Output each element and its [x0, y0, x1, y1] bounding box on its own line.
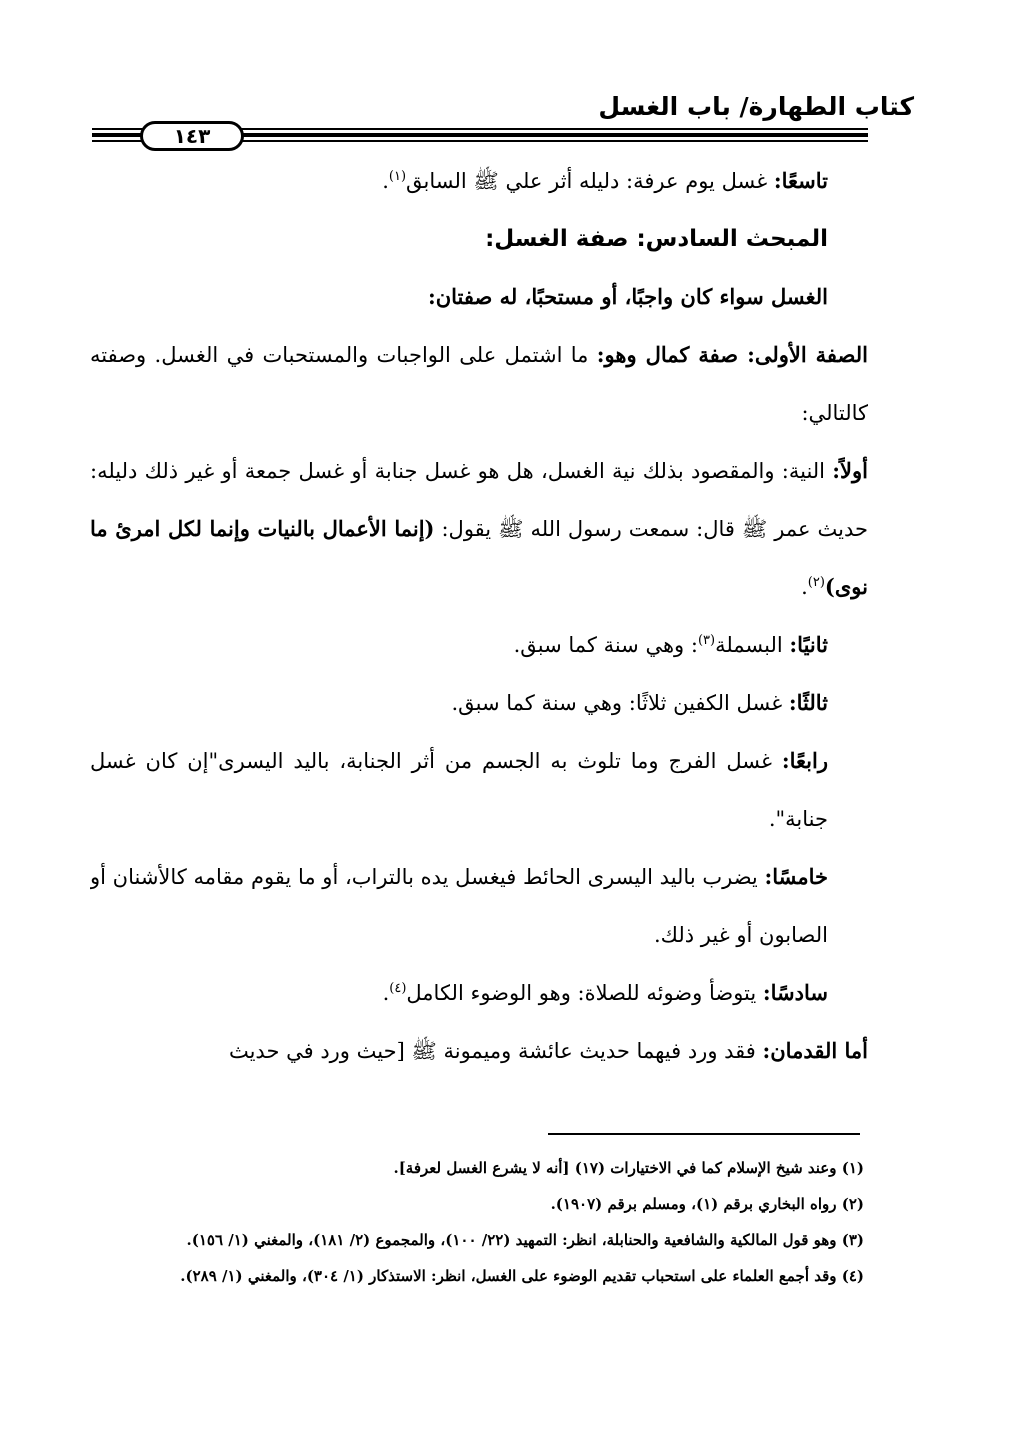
- paragraph-intro: الغسل سواء كان واجبًا، أو مستحبًا، له صفتان:: [427, 284, 828, 309]
- footnote-separator: [548, 1133, 860, 1135]
- hadith-quote: (إنما الأعمال بالنيات وإنما لكل امرئ ما نوى): [90, 516, 868, 599]
- page-number: ١٤٣: [140, 121, 244, 151]
- footnote-ref: (١): [388, 169, 407, 184]
- item-lead: رابعًا:: [781, 748, 828, 773]
- running-header: كتاب الطهارة/ باب الغسل: [598, 92, 914, 121]
- item-text: يضرب باليد اليسرى الحائط فيغسل يده بالتراب، أو ما يقوم مقامه كالأشنان أو الصابون أو غير ذلك.: [90, 865, 828, 947]
- paragraph-feet: [90, 1022, 868, 1080]
- header-rule: [92, 121, 868, 151]
- paragraph-fifth: [90, 848, 868, 964]
- paragraph-ninth: [90, 152, 868, 210]
- footnote: (٣) وهو قول المالكية والشافعية والحنابلة، انظر: التمهيد (٢٢/ ١٠٠)، والمجموع (٢/ ١٨١)، والمغني (١/ ١٥٦).: [186, 1231, 864, 1249]
- footnote: (١) وعند شيخ الإسلام كما في الاختيارات (١٧) [أنه لا يشرع الغسل لعرفة].: [393, 1159, 864, 1177]
- item-lead: أما القدمان:: [762, 1038, 868, 1063]
- paragraph-fourth: [90, 732, 868, 848]
- footnote: (٤) وقد أجمع العلماء على استحباب تقديم الوضوء على الغسل، انظر: الاستذكار (١/ ٣٠٤)، والمغني (١/ ٢٨٩).: [180, 1267, 864, 1285]
- paragraph-sixth: [90, 964, 868, 1022]
- footnote-ref: (٤): [389, 981, 407, 996]
- section-heading: [90, 210, 868, 268]
- item-text: البسملة: [715, 633, 790, 657]
- paragraph-first-form: [90, 326, 868, 442]
- item-text: غسل الفرج وما تلوث به الجسم من أثر الجنابة، باليد اليسرى"إن كان غسل جنابة".: [90, 749, 828, 831]
- item-text: النية: والمقصود بذلك نية الغسل، هل هو غسل جنابة أو غسل جمعة أو غير ذلك دليله: حديث عمر ﷺ قال: سمعت رسول الله ﷺ يقول:: [90, 459, 868, 541]
- item-lead: ثالثًا:: [788, 690, 828, 715]
- paragraph-second: [90, 616, 868, 674]
- footnotes: [104, 1150, 864, 1294]
- item-lead: ثانيًا:: [789, 632, 828, 657]
- item-text: فقد ورد فيهما حديث عائشة وميمونة ﷺ [حيث ورد في حديث: [228, 1039, 763, 1063]
- section-title: المبحث السادس: صفة الغسل:: [485, 226, 828, 252]
- item-end: .: [801, 575, 808, 599]
- item-lead: تاسعًا:: [773, 168, 828, 193]
- item-text: : وهي سنة كما سبق.: [513, 633, 698, 657]
- footnote-ref: (٣): [697, 633, 716, 648]
- item-text: يتوضأ وضوئه للصلاة: وهو الوضوء الكامل: [406, 981, 763, 1005]
- item-lead: خامسًا:: [764, 864, 828, 889]
- item-end: .: [382, 981, 390, 1005]
- footnote: (٢) رواه البخاري برقم (١)، ومسلم برقم (١٩٠٧).: [550, 1195, 864, 1213]
- paragraph-first: [90, 442, 868, 616]
- paragraph-third: [90, 674, 868, 732]
- item-lead: أولاً:: [832, 458, 868, 483]
- item-end: .: [382, 169, 389, 193]
- item-text: غسل الكفين ثلاثًا: وهي سنة كما سبق.: [451, 691, 789, 715]
- item-text: ما اشتمل على الواجبات والمستحبات في الغسل. وصفته كالتالي:: [90, 343, 868, 425]
- item-lead: الصفة الأولى: صفة كمال وهو:: [596, 342, 868, 367]
- main-text: [90, 152, 868, 1080]
- item-text: غسل يوم عرفة: دليله أثر علي ﷺ السابق: [406, 169, 774, 193]
- item-lead: سادسًا:: [762, 980, 828, 1005]
- footnote-ref: (٢): [807, 575, 825, 590]
